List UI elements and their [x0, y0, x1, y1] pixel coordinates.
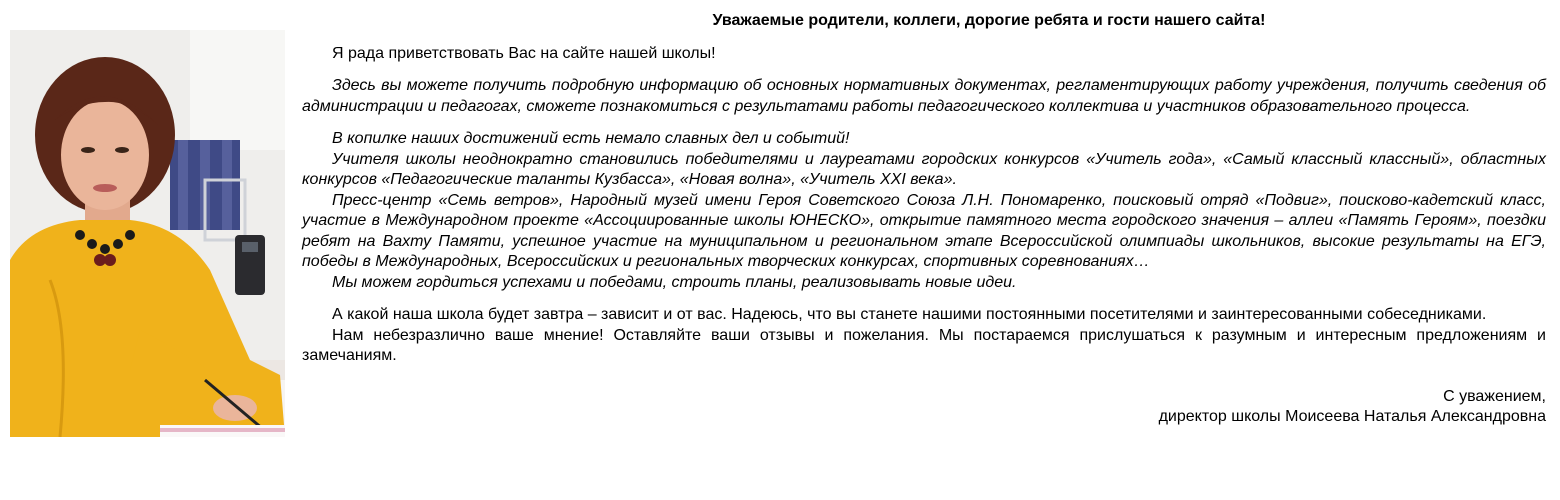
signature-regards: С уважением,	[1443, 387, 1546, 405]
welcome-letter	[302, 0, 1546, 428]
greeting-paragraph: Я рада приветствовать Вас на сайте нашей школы!	[332, 44, 716, 62]
closing-paragraph-future: А какой наша школа будет завтра – зависит и от вас. Надеюсь, что вы станете нашими постоянными посетителями и заинтересованными собеседниками.	[332, 306, 1487, 323]
achievements-teachers: Учителя школы неоднократно становились победителями и лауреатами городских конкурсов «Учитель года», «Самый классный классный», областных конкурсов «Педагогические таланты Кузбасса», «Новая волна», «Учитель XXI века».	[302, 150, 1546, 188]
info-paragraph: Здесь вы можете получить подробную информацию об основных нормативных документах, регламентирующих работу учреждения, получить сведения об администрации и педагогах, сможете познакомиться с результатами работы педагогического коллектива и участников образовательного процесса.	[302, 77, 1546, 115]
closing-paragraph-feedback: Нам небезразлично ваше мнение! Оставляйте ваши отзывы и пожелания. Мы постараемся прислушаться к разумным и интересным предложениям и замечаниям.	[302, 326, 1546, 364]
achievements-intro: В копилке наших достижений есть немало славных дел и событий!	[332, 130, 850, 147]
signature-author: директор школы Моисеева Наталья Александровна	[1158, 408, 1546, 425]
director-photo	[10, 30, 285, 437]
page-title: Уважаемые родители, коллеги, дорогие ребята и гости нашего сайта!	[712, 12, 1266, 29]
achievements-pride: Мы можем гордиться успехами и победами, строить планы, реализовывать новые идеи.	[332, 273, 1017, 291]
achievements-projects: Пресс-центр «Семь ветров», Народный музей имени Героя Советского Союза Л.Н. Пономаренко, поисковый отряд «Подвиг», поисково-кадетский класс, участие в Международном проекте «Ассоциированные школы ЮНЕСКО», открытие памятного места городского значения – аллеи «Память Героям», поездки ребят на Вахту Памяти, успешное участие на муниципальном и региональном этапе Всероссийской олимпиады школьников, высокие результаты на ЕГЭ, победы в Международных, Всероссийских и региональных творческих конкурсах, спортивных соревнованиях…	[302, 191, 1546, 270]
